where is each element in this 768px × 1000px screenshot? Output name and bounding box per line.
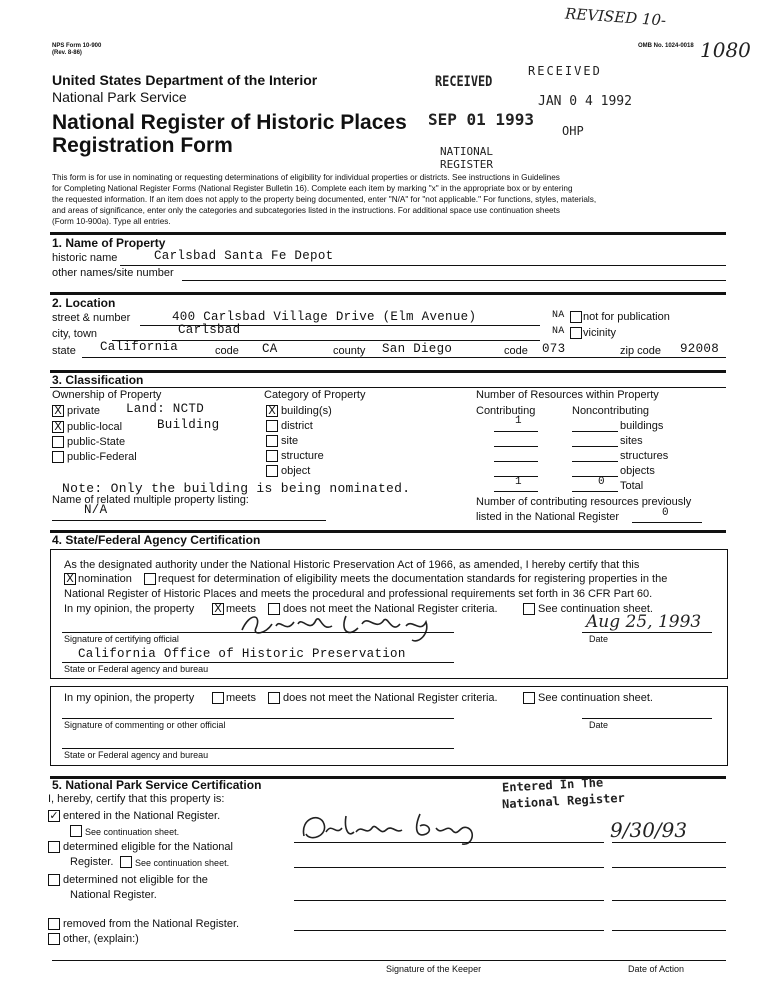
state-code-value[interactable]: CA: [262, 342, 278, 356]
noncontrib-total-value[interactable]: 0: [598, 476, 605, 488]
building-note: Building: [157, 418, 220, 432]
category-district-label: district: [281, 420, 313, 432]
keeper-date-line[interactable]: [612, 930, 726, 931]
category-buildings-checkbox[interactable]: X: [266, 405, 278, 417]
eligible-label-1: determined eligible for the National: [63, 841, 233, 853]
contrib-total-value[interactable]: 1: [515, 476, 522, 488]
historic-name-line: [120, 265, 726, 266]
resource-buildings-label: buildings: [620, 420, 664, 432]
other-label: other, (explain:): [63, 933, 139, 945]
certifying-signature-line: [62, 632, 454, 633]
form-revision: (Rev. 8-86): [52, 50, 82, 56]
does-not-meet-checkbox-b[interactable]: [268, 692, 280, 704]
noncontributing-heading: Noncontributing: [572, 405, 650, 417]
category-district-checkbox[interactable]: [266, 420, 278, 432]
national-register-stamp-line2: REGISTER: [440, 158, 493, 171]
classification-note: Note: Only the building is being nominated.: [62, 481, 411, 496]
certification-date-value[interactable]: Aug 25, 1993: [586, 612, 702, 632]
vicinity-na: NA: [552, 326, 565, 337]
not-for-publication-na: NA: [552, 310, 565, 321]
vicinity-checkbox[interactable]: [570, 327, 582, 339]
removed-checkbox[interactable]: [48, 918, 60, 930]
keeper-date-value[interactable]: 9/30/93: [610, 818, 688, 842]
instructions-line: the requested information. If an item does not apply to the property being documented, enter "N/A" for "not applicable." For functions, styles, materials,: [52, 195, 597, 204]
category-site-label: site: [281, 435, 299, 447]
continuation-sheet-label-b: See continuation sheet.: [538, 692, 653, 704]
category-buildings-label: building(s): [281, 405, 332, 417]
section-1-heading: 1. Name of Property: [52, 236, 166, 250]
opinion-label-b: In my opinion, the property: [64, 692, 195, 704]
vicinity-label: vicinity: [583, 327, 617, 339]
nomination-label: nomination: [78, 573, 132, 585]
commenting-date-line[interactable]: [582, 718, 712, 719]
ownership-public-local-label: public-local: [67, 421, 123, 433]
contrib-line: [494, 461, 538, 462]
category-heading: Category of Property: [264, 389, 366, 401]
other-names-line[interactable]: [182, 280, 726, 281]
received-stamp: RECEIVED: [435, 74, 493, 90]
section-2-heading: 2. Location: [52, 296, 116, 310]
ownership-heading: Ownership of Property: [52, 389, 162, 401]
section-4-heading: 4. State/Federal Agency Certification: [52, 533, 261, 547]
ownership-public-state-checkbox[interactable]: [52, 436, 64, 448]
ownership-public-local-checkbox[interactable]: X: [52, 421, 64, 433]
entered-label: entered in the National Register.: [63, 810, 221, 822]
city-label: city, town: [52, 328, 98, 340]
contrib-line: [494, 431, 538, 432]
does-not-meet-label-b: does not meet the National Register criteria.: [283, 692, 498, 704]
related-listing-label: Name of related multiple property listing:: [52, 494, 249, 506]
street-label: street & number: [52, 312, 131, 324]
agency-line-b[interactable]: [62, 748, 454, 749]
historic-name-value[interactable]: Carlsbad Santa Fe Depot: [154, 249, 334, 263]
continuation-sheet-checkbox[interactable]: [523, 603, 535, 615]
contributing-heading: Contributing: [476, 405, 536, 417]
keeper-date-line[interactable]: [612, 867, 726, 868]
national-register-stamp-line1: NATIONAL: [440, 145, 493, 158]
meets-label: meets: [226, 603, 256, 615]
instructions-line: (Form 10-900a). Type all entries.: [52, 217, 171, 226]
other-checkbox[interactable]: [48, 933, 60, 945]
other-explain-line[interactable]: [52, 960, 726, 961]
nps-cert-intro: I, hereby, certify that this property is:: [48, 793, 225, 805]
other-names-label: other names/site number: [52, 267, 174, 279]
zip-value[interactable]: 92008: [680, 342, 720, 356]
state-value[interactable]: California: [100, 340, 179, 354]
county-label: county: [333, 345, 366, 357]
not-for-publication-checkbox[interactable]: [570, 311, 582, 323]
nomination-checkbox[interactable]: X: [64, 573, 76, 585]
keeper-signature: [296, 806, 506, 850]
related-listing-value[interactable]: N/A: [84, 503, 108, 517]
removed-label: removed from the National Register.: [63, 918, 240, 930]
contrib-buildings-value[interactable]: 1: [515, 415, 522, 427]
department-name: United States Department of the Interior: [52, 72, 318, 88]
commenting-signature-line[interactable]: [62, 718, 454, 719]
date-label: Date: [589, 634, 609, 644]
cert-line-3: National Register of Historic Places and meets the procedural and professional requirements set forth in 36 CFR Part 60.: [64, 588, 653, 600]
eligible-label-2: Register.: [70, 856, 114, 868]
contrib-line: [494, 446, 538, 447]
agency-label-b: State or Federal agency and bureau: [64, 750, 209, 760]
eligible-continuation-label: See continuation sheet.: [135, 858, 230, 868]
land-note: Land: NCTD: [126, 402, 205, 416]
keeper-line[interactable]: [294, 900, 604, 901]
keeper-line[interactable]: [294, 867, 604, 868]
form-number: NPS Form 10-900: [52, 43, 102, 49]
instructions-paragraph: [52, 172, 732, 227]
cert-line-1: As the designated authority under the National Historic Preservation Act of 1966, as amended, I hereby certify that this: [64, 559, 640, 571]
cert-line-2: request for determination of eligibility meets the documentation standards for registering properties in the: [158, 573, 668, 585]
agency-line: [62, 662, 454, 663]
category-object-checkbox[interactable]: [266, 465, 278, 477]
not-eligible-label-1: determined not eligible for the: [63, 874, 208, 886]
certification-date-line: [582, 632, 712, 633]
received-stamp-2-date: JAN 0 4 1992: [538, 94, 632, 109]
city-value[interactable]: Carlsbad: [178, 323, 241, 337]
opinion-label: In my opinion, the property: [64, 603, 195, 615]
county-code-label: code: [504, 345, 528, 357]
keeper-line: [294, 842, 604, 843]
historic-name-label: historic name: [52, 252, 118, 264]
commenting-official-label: Signature of commenting or other official: [64, 720, 226, 730]
section-divider: [50, 370, 726, 373]
category-structure-label: structure: [281, 450, 324, 462]
does-not-meet-label: does not meet the National Register criteria.: [283, 603, 498, 615]
agency-value[interactable]: California Office of Historic Preservation: [78, 647, 406, 661]
ownership-private-checkbox[interactable]: X: [52, 405, 64, 417]
contrib-line: [494, 491, 538, 492]
eligible-continuation-checkbox[interactable]: [120, 856, 132, 868]
not-eligible-label-2: National Register.: [70, 889, 157, 901]
county-value[interactable]: San Diego: [382, 342, 453, 356]
street-value[interactable]: 400 Carlsbad Village Drive (Elm Avenue): [172, 310, 477, 324]
resource-structures-label: structures: [620, 450, 669, 462]
prev-listed-label-2: listed in the National Register: [476, 511, 620, 523]
resource-total-label: Total: [620, 480, 644, 492]
resources-heading: Number of Resources within Property: [476, 389, 659, 401]
keeper-date-line[interactable]: [612, 900, 726, 901]
entered-stamp-line2: National Register: [501, 790, 626, 812]
ownership-public-state-label: public-State: [67, 436, 126, 448]
meets-checkbox-b[interactable]: [212, 692, 224, 704]
noncontrib-line: [572, 491, 618, 492]
entered-continuation-checkbox[interactable]: [70, 825, 82, 837]
state-code-label: code: [215, 345, 239, 357]
ownership-private-label: private: [67, 405, 101, 417]
section-divider: [50, 292, 726, 295]
keeper-signature-label: Signature of the Keeper: [386, 964, 482, 974]
prev-listed-label-1: Number of contributing resources previously: [476, 496, 692, 508]
state-label: state: [52, 345, 76, 357]
resource-objects-label: objects: [620, 465, 655, 477]
category-site-checkbox[interactable]: [266, 435, 278, 447]
related-listing-line: [52, 520, 326, 521]
date-of-action-label: Date of Action: [628, 964, 685, 974]
ohp-stamp: OHP: [562, 124, 584, 138]
instructions-line: and areas of significance, enter only the categories and subcategories listed in the instructions. For additional space use continuation sheets: [52, 206, 560, 215]
instructions-line: This form is for use in nominating or requesting determinations of eligibility for individual properties or districts. See instructions in Guidelines: [52, 173, 560, 182]
state-row-line: [82, 357, 726, 358]
section-3-heading: 3. Classification: [52, 373, 144, 387]
not-for-publication-label: not for publication: [583, 311, 670, 323]
form-title-line2: Registration Form: [52, 134, 233, 157]
form-title-line1: National Register of Historic Places: [52, 111, 407, 134]
meets-checkbox[interactable]: X: [212, 603, 224, 615]
section-subdivider: [50, 387, 726, 388]
resource-sites-label: sites: [620, 435, 643, 447]
noncontrib-line: [572, 476, 618, 477]
keeper-date-line: [612, 842, 726, 843]
revised-handwritten: REVISED 10-: [564, 4, 667, 30]
agency-label: State or Federal agency and bureau: [64, 664, 209, 674]
continuation-sheet-label: See continuation sheet.: [538, 603, 653, 615]
service-name: National Park Service: [52, 89, 187, 105]
prev-listed-value[interactable]: 0: [662, 507, 669, 519]
county-code-value[interactable]: 073: [542, 342, 566, 356]
determination-request-checkbox[interactable]: [144, 573, 156, 585]
noncontrib-line: [572, 446, 618, 447]
section-5-heading: 5. National Park Service Certification: [52, 778, 262, 792]
meets-label-b: meets: [226, 692, 256, 704]
eligible-checkbox[interactable]: [48, 841, 60, 853]
noncontrib-line: [572, 461, 618, 462]
zip-label: zip code: [620, 345, 661, 357]
entered-stamp-line1: Entered In The: [501, 775, 604, 795]
date-label-b: Date: [589, 720, 609, 730]
received-stamp-date: SEP 01 1993: [428, 110, 534, 129]
keeper-line[interactable]: [294, 930, 604, 931]
noncontrib-line: [572, 431, 618, 432]
category-structure-checkbox[interactable]: [266, 450, 278, 462]
received-stamp-2: RECEIVED: [528, 64, 602, 78]
signature-label: Signature of certifying official: [64, 634, 179, 644]
prev-listed-line: [632, 522, 702, 523]
instructions-line: for Completing National Register Forms (National Register Bulletin 16). Complete each item by marking "x" in the appropriate box or by entering: [52, 184, 573, 193]
section-divider: [50, 232, 726, 235]
page-number-handwritten: 1080: [700, 38, 751, 62]
not-eligible-checkbox[interactable]: [48, 874, 60, 886]
category-object-label: object: [281, 465, 311, 477]
ownership-public-federal-checkbox[interactable]: [52, 451, 64, 463]
ownership-public-federal-label: public-Federal: [67, 451, 137, 463]
certifying-official-signature: [236, 604, 466, 648]
entered-continuation-label: See continuation sheet.: [85, 827, 180, 837]
entered-checkbox[interactable]: ✓: [49, 809, 59, 822]
continuation-sheet-checkbox-b[interactable]: [523, 692, 535, 704]
omb-number: OMB No. 1024-0018: [638, 43, 694, 49]
